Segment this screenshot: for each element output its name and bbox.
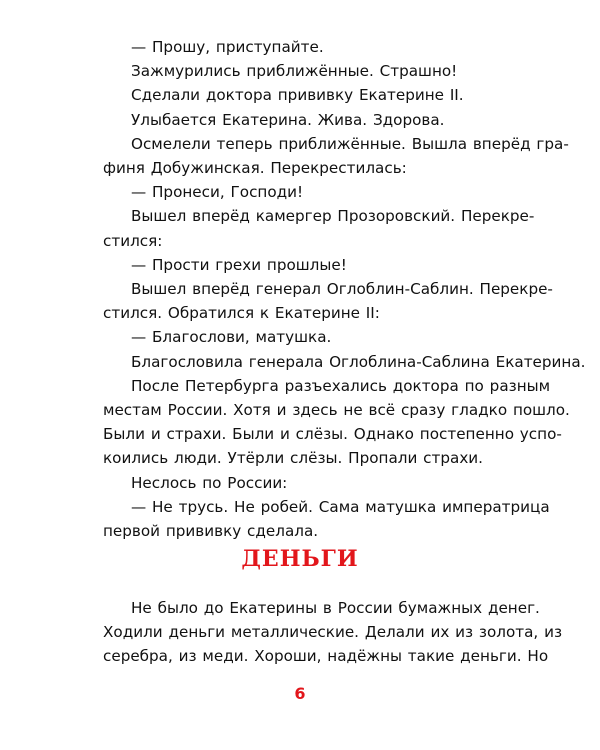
text-line: Неслось по России: [131, 473, 288, 492]
text-line: Зажмурились приближённые. Страшно! [131, 62, 458, 81]
text-line: Осмелели теперь приближённые. Вышла вперёд гра- [131, 134, 569, 153]
text-line: — Прости грехи прошлые! [131, 255, 347, 274]
text-line: — Благослови, матушка. [131, 328, 332, 347]
text-line: стился. Обратился к Екатерине II: [103, 304, 380, 323]
text-line: финя Добужинская. Перекрестилась: [103, 159, 407, 178]
text-line: Были и страхи. Были и слёзы. Однако постепенно успо- [103, 425, 562, 444]
text-line: первой прививку сделала. [103, 522, 319, 541]
text-line: серебра, из меди. Хороши, надёжны такие деньги. Но [103, 647, 549, 666]
text-line: местам России. Хотя и здесь не всё сразу гладко пошло. [103, 401, 570, 420]
page-number: 6 [294, 684, 306, 703]
text-line: Вышел вперёд камергер Прозоровский. Перекре- [131, 207, 535, 226]
text-line: — Пронеси, Господи! [131, 183, 304, 202]
text-line: Благословила генерала Оглоблина-Саблина Екатерина. [131, 352, 586, 371]
text-line: — Не трусь. Не робей. Сама матушка императрица [131, 497, 550, 516]
text-line: Ходили деньги металлические. Делали их из золота, из [103, 623, 563, 642]
text-line: коились люди. Утёрли слёзы. Пропали страхи. [103, 449, 484, 468]
body-text-bottom [103, 596, 563, 669]
text-line: Вышел вперёд генерал Оглоблин-Саблин. Перекре- [131, 280, 553, 299]
text-line: Не было до Екатерины в России бумажных денег. [131, 599, 540, 617]
text-line: стился: [103, 231, 163, 250]
body-text-top [103, 35, 586, 543]
text-line: — Прошу, приступайте. [131, 38, 324, 56]
text-line: Улыбается Екатерина. Жива. Здорова. [131, 110, 445, 129]
text-line: Сделали доктора прививку Екатерине II. [131, 86, 464, 105]
chapter-title: ДЕНЬГИ [241, 546, 359, 572]
text-line: После Петербурга разъехались доктора по разным [131, 376, 551, 395]
